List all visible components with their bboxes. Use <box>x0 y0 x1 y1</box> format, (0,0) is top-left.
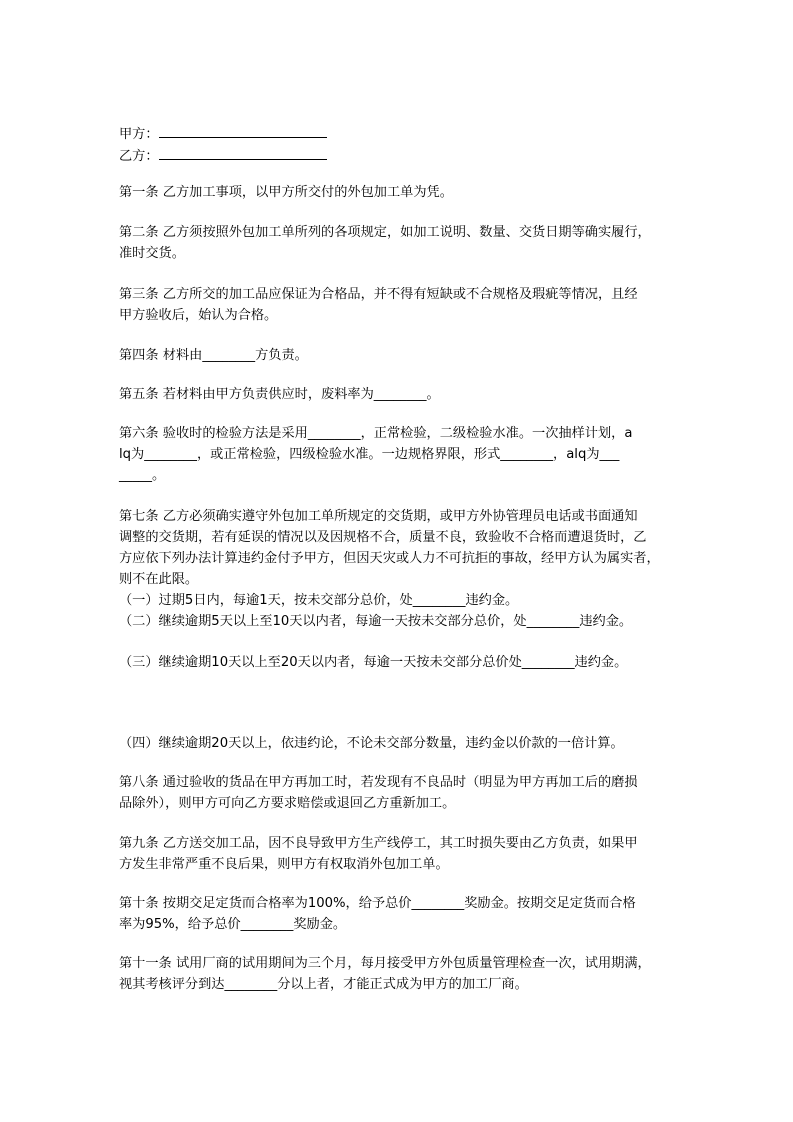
article-7-item-3: （三）继续逾期10天以上至20天以内者，每逾一天按未交部分总价处________违约金。 <box>119 655 628 670</box>
party-b-line <box>119 145 679 168</box>
article-7-item-2: （二）继续逾期5天以上至10天以内者，每逾一天按未交部分总价，处________违约金。 <box>119 614 633 629</box>
article-1-text: 第一条 乙方加工事项，以甲方所交付的外包加工单为凭。 <box>119 185 453 200</box>
article-7-text-cont-3: 则不在此限。 <box>119 572 199 587</box>
article-5-text: 第五条 若材料由甲方负责供应时，废料率为________。 <box>119 387 440 402</box>
article-6-text-cont-1: lq为________，或正常检验，四级检验水准。一边规格界限，形式________，alq为___ <box>119 447 620 462</box>
article-7-item-4: （四）继续逾期20天以上，依违约论，不论未交部分数量，违约金以价款的一倍计算。 <box>119 736 624 751</box>
party-b-blank <box>159 145 327 160</box>
article-3-text-cont: 甲方验收后，始认为合格。 <box>119 308 278 323</box>
article-2-text: 第二条 乙方须按照外包加工单所列的各项规定，如加工说明、数量、交货日期等确实履行， <box>119 225 651 240</box>
article-11-text: 第十一条 试用厂商的试用期间为三个月，每月接受甲方外包质量管理检查一次，试用期满， <box>119 956 651 971</box>
party-a-line <box>119 123 679 146</box>
article-9-text-cont: 方发生非常严重不良后果，则甲方有权取消外包加工单。 <box>119 857 449 872</box>
article-7-text-cont-2: 方应依下列办法计算违约金付予甲方，但因天灾或人力不可抗拒的事故，经甲方认为属实者， <box>119 551 660 566</box>
party-a-label: 甲方： <box>119 127 159 142</box>
article-9-text: 第九条 乙方送交加工品，因不良导致甲方生产线停工，其工时损失要由乙方负责，如果甲 <box>119 836 638 851</box>
article-3-text: 第三条 乙方所交的加工品应保证为合格品，并不得有短缺或不合规格及瑕疵等情况，且经 <box>119 287 638 302</box>
party-b-label: 乙方： <box>119 149 159 164</box>
article-10-text: 第十条 按期交足定货而合格率为100%，给予总价________奖励金。按期交足定货而合格 <box>119 896 636 911</box>
article-7-item-1: （一）过期5日内，每逾1天，按未交部分总价，处________违约金。 <box>119 593 519 608</box>
article-8-text-cont: 品除外），则甲方可向乙方要求赔偿或退回乙方重新加工。 <box>119 796 456 811</box>
article-7-text: 第七条 乙方必须确实遵守外包加工单所规定的交货期，或甲方外协管理员电话或书面通知 <box>119 509 638 524</box>
party-a-blank <box>159 123 327 138</box>
article-4-text: 第四条 材料由________方负责。 <box>119 348 308 363</box>
article-10-text-cont: 率为95%，给予总价________奖励金。 <box>119 917 347 932</box>
article-7-text-cont-1: 调整的交货期，若有延误的情况以及因规格不合，质量不良，致验收不合格而遭退货时，乙 <box>119 530 647 545</box>
article-8-text: 第八条 通过验收的货品在甲方再加工时，若发现有不良品时（明显为甲方再加工后的磨损 <box>119 775 638 790</box>
article-2-text-cont: 准时交货。 <box>119 246 185 261</box>
article-11-text-cont: 视其考核评分到达________分以上者，才能正式成为甲方的加工厂商。 <box>119 977 528 992</box>
article-6-text: 第六条 验收时的检验方法是采用________，正常检验，二级检验水准。一次抽样计划，a <box>119 426 633 441</box>
article-6-text-cont-2: _____。 <box>119 468 166 483</box>
